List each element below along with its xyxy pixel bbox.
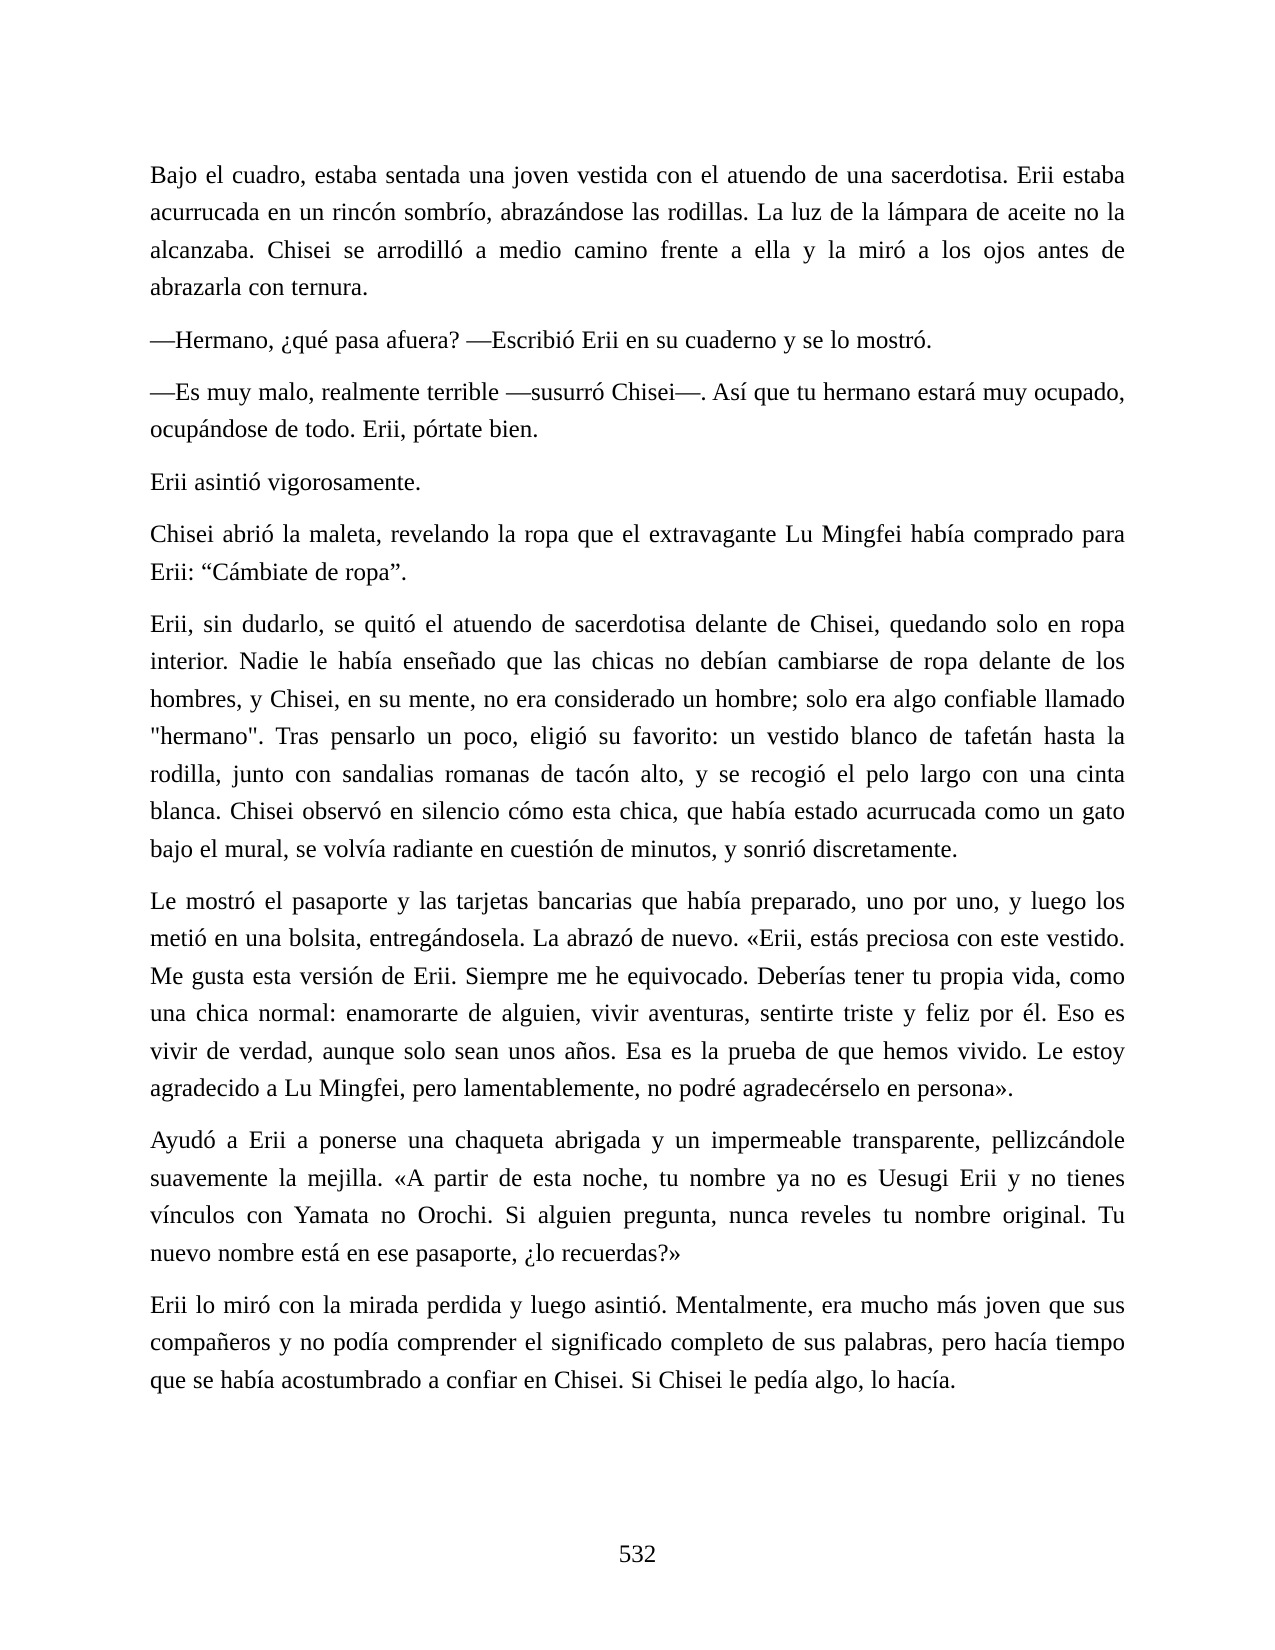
paragraph-5: Chisei abrió la maleta, revelando la ropa que el extravagante Lu Mingfei había comprado para Erii: “Cámbiate de ropa”. bbox=[150, 521, 1125, 586]
paragraph-2: —Hermano, ¿qué pasa afuera? —Escribió Erii en su cuaderno y se lo mostró. bbox=[150, 326, 933, 354]
page-footer bbox=[0, 1541, 1275, 1569]
page-number: 532 bbox=[618, 1541, 657, 1568]
paragraph-1: Bajo el cuadro, estaba sentada una joven vestida con el atuendo de una sacerdotisa. Erii estaba acurrucada en un rincón sombrío, abrazándose las rodillas. La luz de la lámpara de aceite no la alcanzaba. Chisei se arrodilló a medio camino frente a ella y la miró a los ojos antes de abrazarla con ternura. bbox=[150, 162, 1125, 302]
paragraph-8: Ayudó a Erii a ponerse una chaqueta abrigada y un impermeable transparente, pellizcándole suavemente la mejilla. «A partir de esta noche, tu nombre ya no es Uesugi Erii y no tienes vínculos con Yamata no Orochi. Si alguien pregunta, nunca reveles tu nombre original. Tu nuevo nombre está en ese pasaporte, ¿lo recuerdas?» bbox=[150, 1127, 1125, 1267]
paragraph-9: Erii lo miró con la mirada perdida y luego asintió. Mentalmente, era mucho más joven que sus compañeros y no podía comprender el significado completo de sus palabras, pero hacía tiempo que se había acostumbrado a confiar en Chisei. Si Chisei le pedía algo, lo hacía. bbox=[150, 1291, 1125, 1394]
paragraph-6: Erii, sin dudarlo, se quitó el atuendo de sacerdotisa delante de Chisei, quedando solo en ropa interior. Nadie le había enseñado que las chicas no debían cambiarse de ropa delante de los hombres, y Chisei, en su mente, no era considerado un hombre; solo era algo confiable llamado "hermano". Tras pensarlo un poco, eligió su favorito: un vestido blanco de tafetán hasta la rodilla, junto con sandalias romanas de tacón alto, y se recogió el pelo largo con una cinta blanca. Chisei observó en silencio cómo esta chica, que había estado acurrucada como un gato bajo el mural, se volvía radiante en cuestión de minutos, y sonrió discretamente. bbox=[150, 611, 1125, 863]
paragraph-3: —Es muy malo, realmente terrible —susurró Chisei—. Así que tu hermano estará muy ocupado, ocupándose de todo. Erii, pórtate bien. bbox=[150, 379, 1125, 444]
paragraph-4: Erii asintió vigorosamente. bbox=[150, 468, 422, 496]
paragraph-7: Le mostró el pasaporte y las tarjetas bancarias que había preparado, uno por uno, y luego los metió en una bolsita, entregándosela. La abrazó de nuevo. «Erii, estás preciosa con este vestido. Me gusta esta versión de Erii. Siempre me he equivocado. Deberías tener tu propia vida, como una chica normal: enamorarte de alguien, vivir aventuras, sentirte triste y feliz por él. Eso es vivir de verdad, aunque solo sean unos años. Esa es la prueba de que hemos vivido. Le estoy agradecido a Lu Mingfei, pero lamentablemente, no podré agradecérselo en persona». bbox=[150, 887, 1125, 1102]
text-block bbox=[150, 157, 1125, 1414]
